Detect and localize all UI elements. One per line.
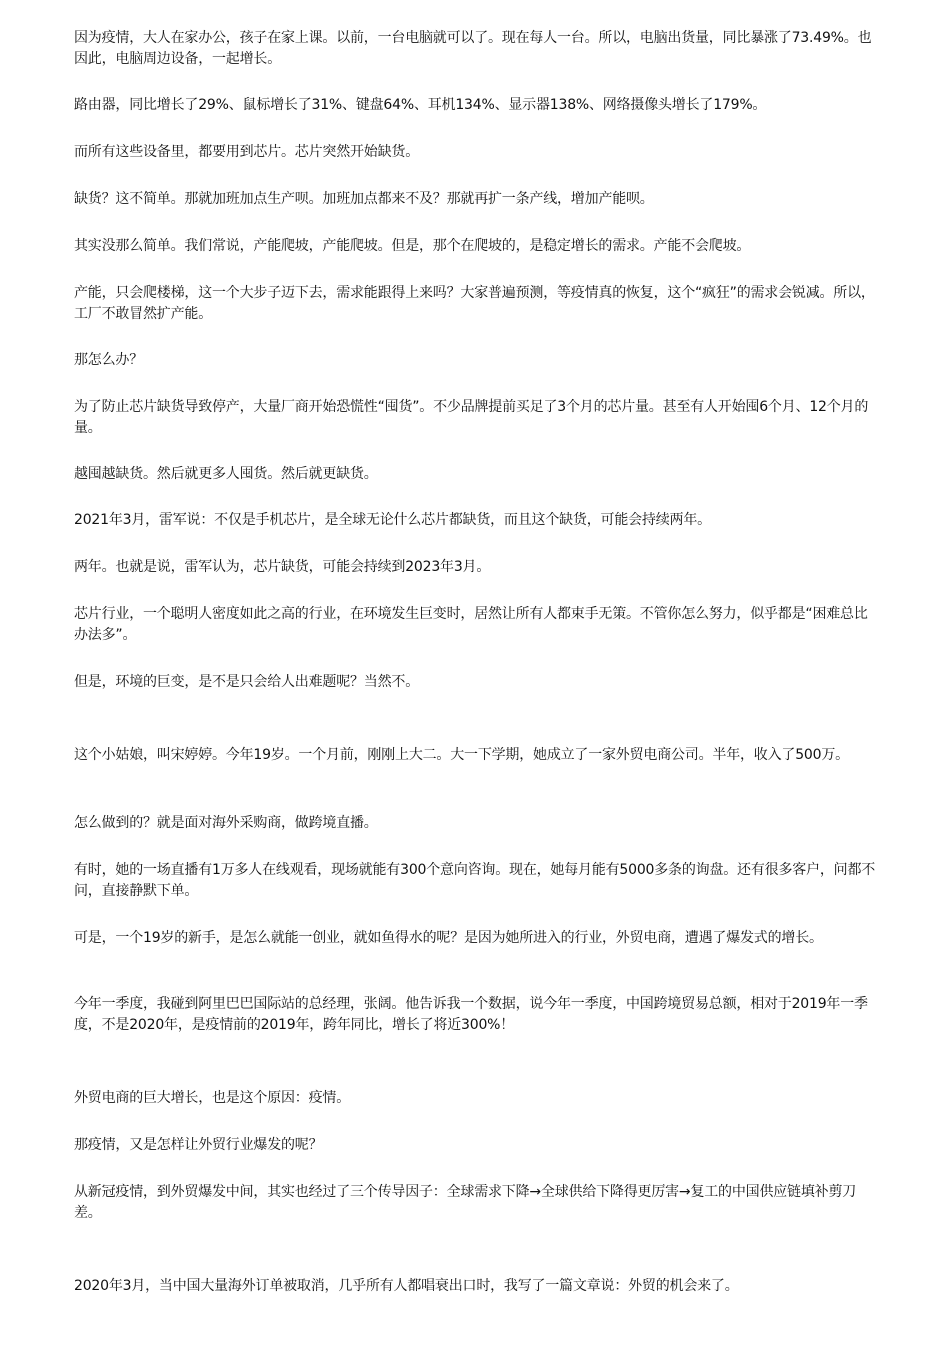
paragraph: 这个小姑娘，叫宋婷婷。今年19岁。一个月前，刚刚上大二。大一下学期，她成立了一家外贸电商公司。半年，收入了500万。: [74, 747, 849, 763]
paragraph: 产能，只会爬楼梯，这一个大步子迈下去，需求能跟得上来吗？大家普遍预测，等疫情真的恢复，这个“疯狂”的需求会锐减。所以，工厂不敢冒然扩产能。: [74, 285, 875, 322]
paragraph: 可是，一个19岁的新手，是怎么就能一创业，就如鱼得水的呢？是因为她所进入的行业，外贸电商，遭遇了爆发式的增长。: [74, 930, 823, 946]
paragraph: 那疫情，又是怎样让外贸行业爆发的呢？: [74, 1137, 323, 1153]
paragraph: 那怎么办？: [74, 352, 143, 368]
paragraph: 而所有这些设备里，都要用到芯片。芯片突然开始缺货。: [74, 144, 419, 160]
paragraph: 2021年3月，雷军说：不仅是手机芯片，是全球无论什么芯片都缺货，而且这个缺货，可能会持续两年。: [74, 512, 711, 528]
paragraph: 有时，她的一场直播有1万多人在线观看，现场就能有300个意向咨询。现在，她每月能有5000多条的询盘。还有很多客户，问都不问，直接静默下单。: [74, 862, 876, 899]
paragraph: 缺货？这不简单。那就加班加点生产呗。加班加点都来不及？那就再扩一条产线，增加产能呗。: [74, 191, 654, 207]
paragraph: 越囤越缺货。然后就更多人囤货。然后就更缺货。: [74, 466, 378, 482]
paragraph: 为了防止芯片缺货导致停产，大量厂商开始恐慌性“囤货”。不少品牌提前买足了3个月的芯片量。甚至有人开始囤6个月、12个月的量。: [74, 399, 869, 436]
paragraph: 路由器，同比增长了29%、鼠标增长了31%、键盘64%、耳机134%、显示器138%、网络摄像头增长了179%。: [74, 97, 767, 113]
paragraph: 今年一季度，我碰到阿里巴巴国际站的总经理，张阔。他告诉我一个数据，说今年一季度，中国跨境贸易总额，相对于2019年一季度，不是2020年，是疫情前的2019年，跨年同比，增长了将近300%！: [74, 996, 868, 1033]
paragraph: 2020年3月，当中国大量海外订单被取消，几乎所有人都唱衰出口时，我写了一篇文章说：外贸的机会来了。: [74, 1278, 739, 1294]
paragraph: 因为疫情，大人在家办公，孩子在家上课。以前，一台电脑就可以了。现在每人一台。所以，电脑出货量，同比暴涨了73.49%。也因此，电脑周边设备，一起增长。: [74, 30, 872, 67]
paragraph: 其实没那么简单。我们常说，产能爬坡，产能爬坡。但是，那个在爬坡的，是稳定增长的需求。产能不会爬坡。: [74, 238, 751, 254]
paragraph: 芯片行业，一个聪明人密度如此之高的行业，在环境发生巨变时，居然让所有人都束手无策。不管你怎么努力，似乎都是“困难总比办法多”。: [74, 606, 868, 643]
paragraph: 从新冠疫情，到外贸爆发中间，其实也经过了三个传导因子：全球需求下降→全球供给下降得更厉害→复工的中国供应链填补剪刀差。: [74, 1184, 857, 1221]
paragraph: 两年。也就是说，雷军认为，芯片缺货，可能会持续到2023年3月。: [74, 559, 491, 575]
paragraph: 怎么做到的？就是面对海外采购商，做跨境直播。: [74, 815, 378, 831]
paragraph: 外贸电商的巨大增长，也是这个原因：疫情。: [74, 1090, 350, 1106]
paragraph: 但是，环境的巨变，是不是只会给人出难题呢？当然不。: [74, 674, 419, 690]
